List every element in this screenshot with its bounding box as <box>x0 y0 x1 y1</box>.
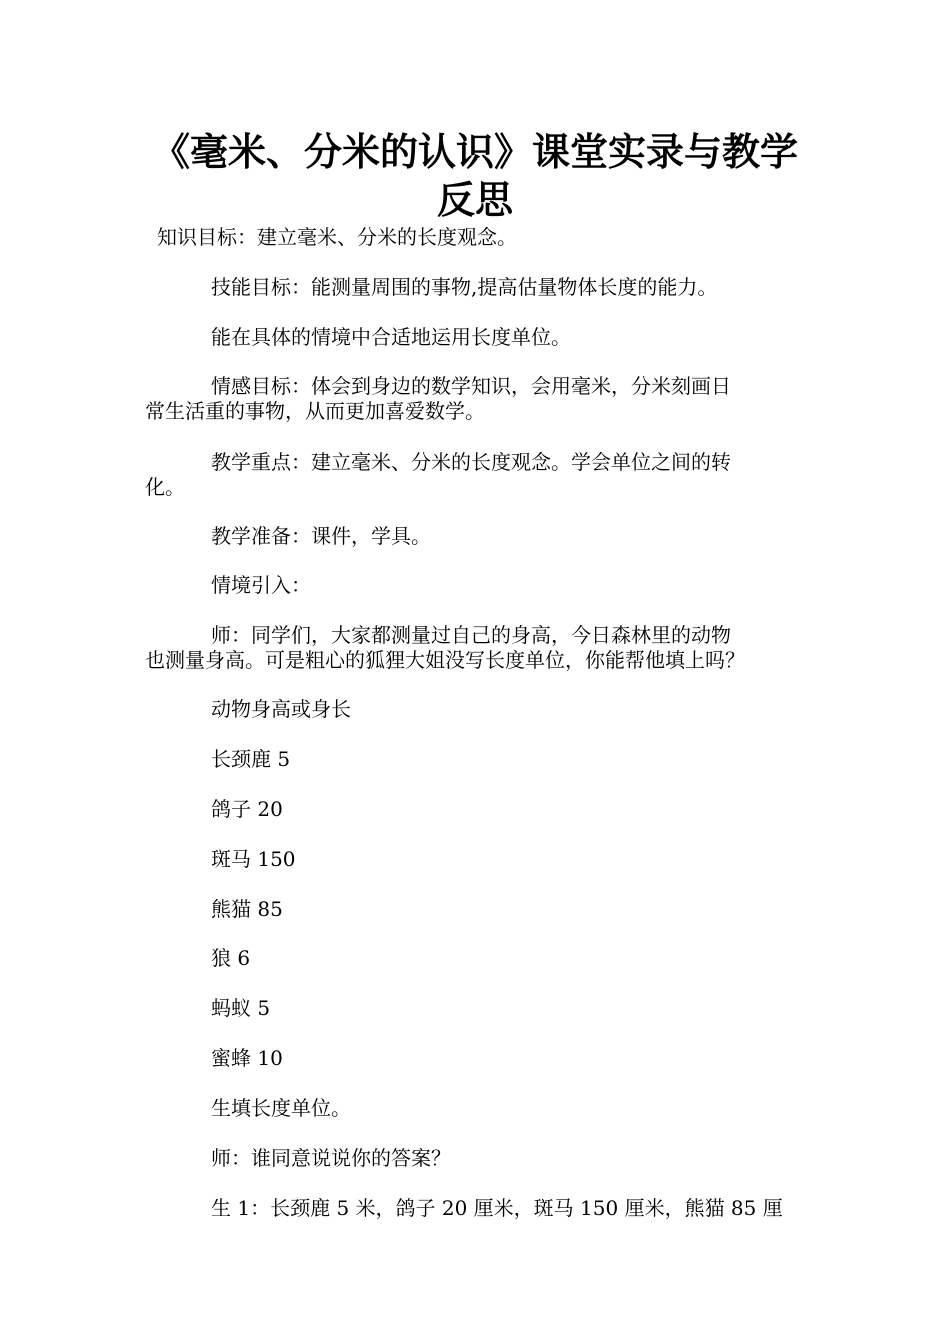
paragraph-emotion-goal-line2: 常生活重的事物，从而更加喜爱数学。 <box>145 399 485 423</box>
paragraph-key-points-line1: 教学重点：建立毫米、分米的长度观念。学会单位之间的转 <box>211 450 731 474</box>
title-line-1: 《毫米、分米的认识》课堂实录与教学 <box>151 130 798 174</box>
list-item-bee: 蜜蜂 10 <box>211 1046 283 1070</box>
table-heading: 动物身高或身长 <box>211 697 351 721</box>
document-title <box>145 128 805 224</box>
paragraph-knowledge-goal: 知识目标：建立毫米、分米的长度观念。 <box>157 225 517 249</box>
paragraph-key-points-line2: 化。 <box>145 475 185 499</box>
paragraph-teacher-line2: 也测量身高。可是粗心的狐狸大姐没写长度单位，你能帮他填上吗？ <box>145 648 745 672</box>
paragraph-preparation: 教学准备：课件，学具。 <box>211 524 431 548</box>
list-item-ant: 蚂蚁 5 <box>211 996 271 1020</box>
list-item-wolf: 狼 6 <box>211 946 251 970</box>
list-item-panda: 熊猫 85 <box>211 897 283 921</box>
paragraph-skill-goal-2: 能在具体的情境中合适地运用长度单位。 <box>211 325 571 349</box>
list-item-zebra: 斑马 150 <box>211 847 296 871</box>
paragraph-skill-goal: 技能目标：能测量周围的事物,提高估量物体长度的能力。 <box>211 275 718 299</box>
paragraph-teacher-question: 师：谁同意说说你的答案？ <box>211 1146 451 1170</box>
paragraph-students-fill: 生填长度单位。 <box>211 1096 351 1120</box>
paragraph-emotion-goal-line1: 情感目标：体会到身边的数学知识，会用毫米，分米刻画日 <box>211 374 731 398</box>
paragraph-student-answer: 生 1：长颈鹿 5 米，鸽子 20 厘米，斑马 150 厘米，熊猫 85 厘 <box>211 1196 783 1220</box>
paragraph-intro-heading: 情境引入： <box>211 573 311 597</box>
list-item-pigeon: 鸽子 20 <box>211 797 283 821</box>
title-line-2: 反思 <box>436 178 513 222</box>
paragraph-teacher-line1: 师：同学们，大家都测量过自己的身高，今日森林里的动物 <box>211 623 731 647</box>
list-item-giraffe: 长颈鹿 5 <box>211 747 291 771</box>
